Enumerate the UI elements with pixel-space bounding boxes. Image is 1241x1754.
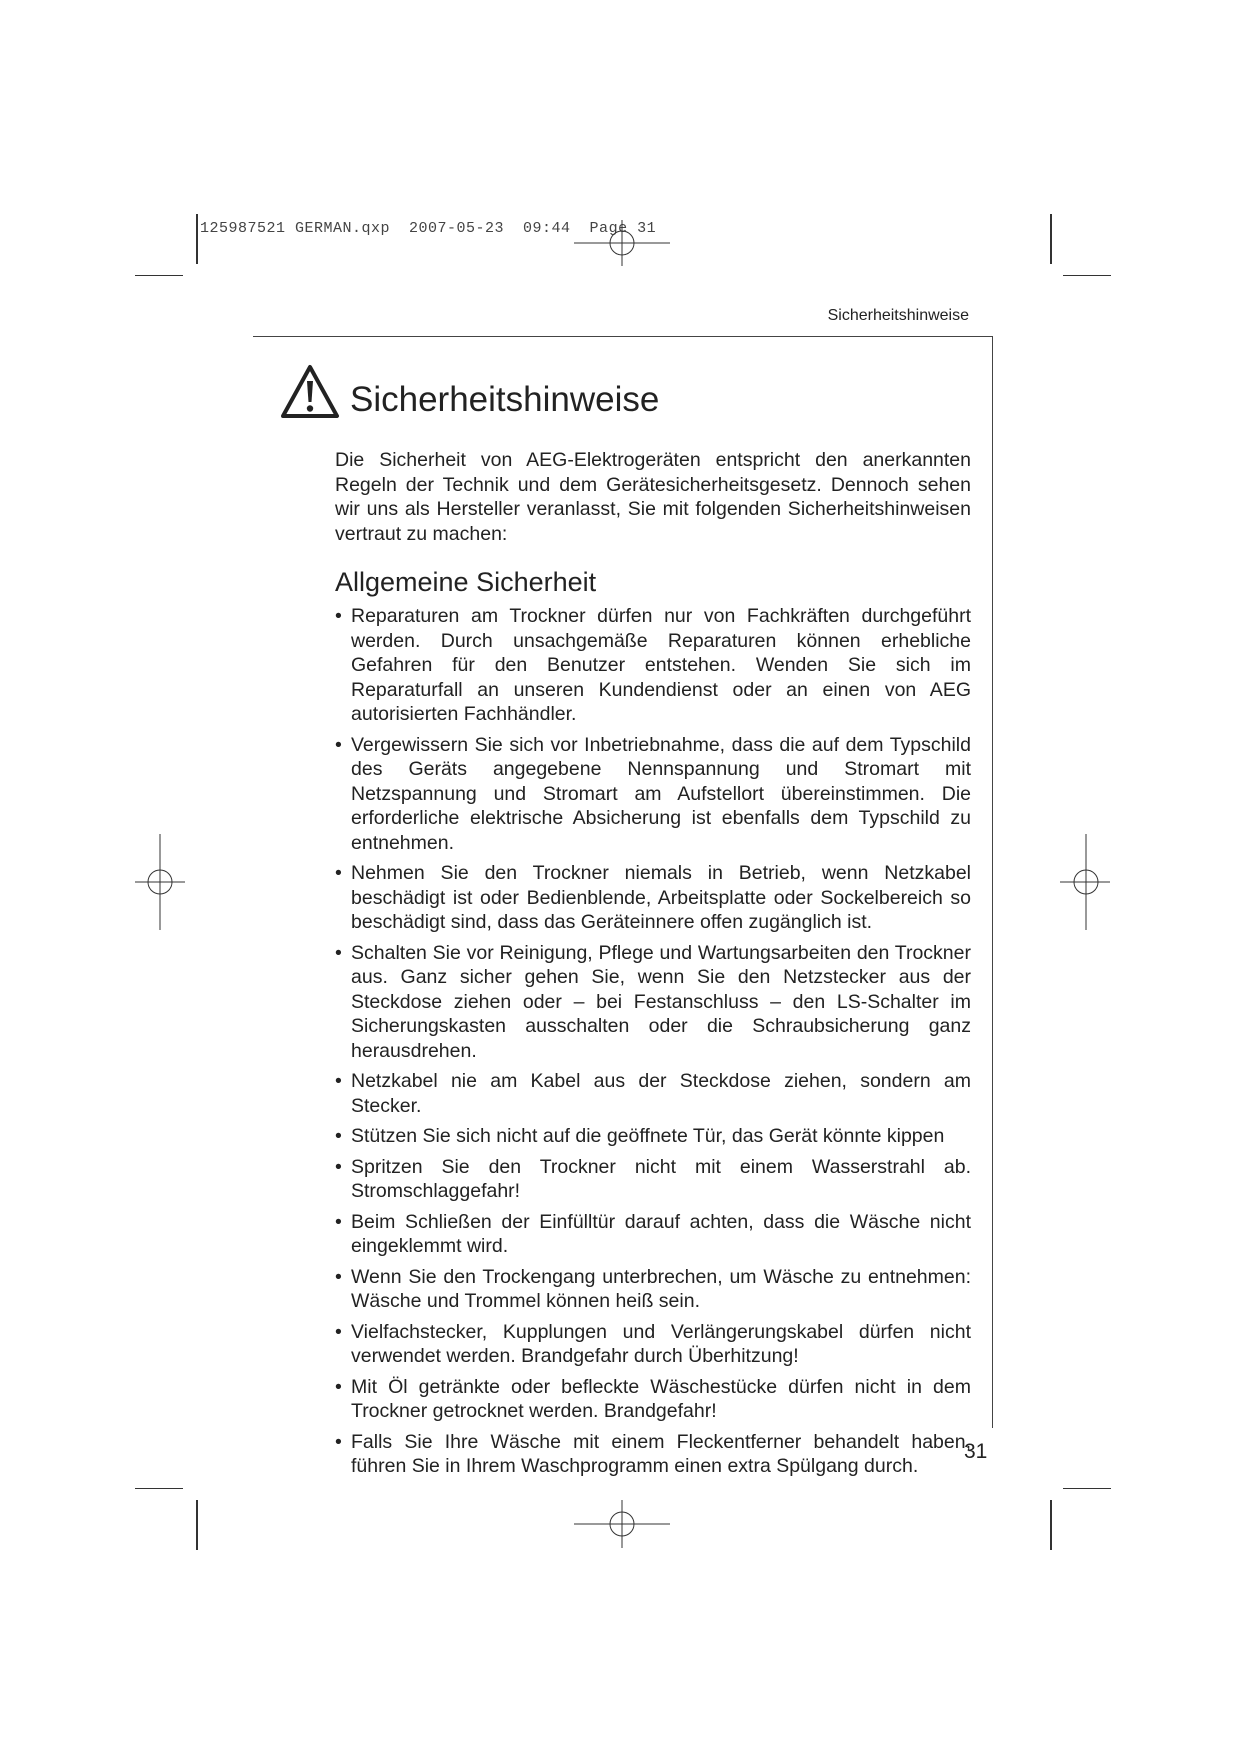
list-item xyxy=(335,1210,971,1259)
list-item-text: Wenn Sie den Trockengang unterbrechen, um Wäsche zu entnehmen: Wäsche und Trommel können heiß sein. xyxy=(351,1265,971,1312)
bullet: • xyxy=(335,1375,342,1398)
header-rule xyxy=(253,336,993,337)
list-item-text: Stützen Sie sich nicht auf die geöffnete Tür, das Gerät könnte kippen xyxy=(351,1125,945,1147)
list-item xyxy=(335,941,971,1064)
list-item-text: Falls Sie Ihre Wäsche mit einem Fleckentferner behandelt haben, führen Sie in Ihrem Waschprogramm einen extra Spülgang durch. xyxy=(351,1430,971,1477)
list-item-text: Beim Schließen der Einfülltür darauf achten, dass die Wäsche nicht eingeklemmt wird. xyxy=(351,1210,971,1257)
main-content xyxy=(335,448,971,1485)
list-item-text: Spritzen Sie den Trockner nicht mit einem Wasserstrahl ab. Stromschlaggefahr! xyxy=(351,1155,971,1202)
list-item xyxy=(335,1265,971,1314)
bullet: • xyxy=(335,1210,342,1233)
list-item xyxy=(335,1155,971,1204)
list-item-text: Nehmen Sie den Trockner niemals in Betrieb, wenn Netzkabel beschädigt ist oder Bedienblende, Arbeitsplatte oder Sockelbereich so beschädigt sind, dass das Geräteinnere offen zugänglich ist. xyxy=(351,862,971,933)
list-item xyxy=(335,733,971,856)
list-item-text: Netzkabel nie am Kabel aus der Steckdose ziehen, sondern am Stecker. xyxy=(351,1070,971,1117)
print-slug: 125987521 GERMAN.qxp 2007-05-23 09:44 Page 31 xyxy=(200,220,657,237)
side-rule xyxy=(992,336,993,1428)
safety-list xyxy=(335,604,971,1479)
list-item xyxy=(335,1375,971,1424)
intro-paragraph: Die Sicherheit von AEG-Elektrogeräten entspricht den anerkannten Regeln der Technik und dem Gerätesicherheitsgesetz. Dennoch sehen wir uns als Hersteller veranlasst, Sie mit folgenden Sicherheitshinweisen vertraut zu machen: xyxy=(335,449,971,545)
list-item-text: Schalten Sie vor Reinigung, Pflege und Wartungsarbeiten den Trockner aus. Ganz sicher gehen Sie, wenn Sie den Netzstecker aus der Steckdose ziehen oder – bei Festanschluss – den LS-Schalter im Sicherungskasten ausschalten oder die Schraubsicherung ganz herausdrehen. xyxy=(351,941,971,1062)
bullet: • xyxy=(335,1125,342,1147)
list-item xyxy=(335,1069,971,1118)
list-item-text: Mit Öl getränkte oder befleckte Wäschestücke dürfen nicht in dem Trockner getrocknet werden. Brandgefahr! xyxy=(351,1375,971,1422)
list-item xyxy=(335,1320,971,1369)
bullet: • xyxy=(335,1070,342,1092)
list-item-text: Vergewissern Sie sich vor Inbetriebnahme, dass die auf dem Typschild des Geräts angegebene Nennspannung und Stromart mit Netzspannung und Stromart am Aufstellort übereinstimmen. Die erforderliche elektrische Absicherung ist ebenfalls dem Typschild zu entnehmen. xyxy=(351,733,971,854)
section-heading: Allgemeine Sicherheit xyxy=(335,567,597,597)
page-title: Sicherheitshinweise xyxy=(350,380,660,419)
running-header: Sicherheitshinweise xyxy=(827,307,969,324)
list-item-text: Vielfachstecker, Kupplungen und Verlängerungskabel dürfen nicht verwendet werden. Brandgefahr durch Überhitzung! xyxy=(351,1320,971,1367)
list-item-text: Reparaturen am Trockner dürfen nur von Fachkräften durchgeführt werden. Durch unsachgemäße Reparaturen können erhebliche Gefahren für den Benutzer entstehen. Wenden Sie sich im Reparaturfall an unseren Kundendienst oder an einen von AEG autorisierten Fachhändler. xyxy=(351,605,971,725)
warning-triangle-icon xyxy=(280,364,340,420)
page-number: 31 xyxy=(964,1440,988,1463)
bullet: • xyxy=(335,733,342,756)
bullet: • xyxy=(335,1320,342,1343)
list-item xyxy=(335,1124,971,1149)
bullet: • xyxy=(335,605,342,627)
bullet: • xyxy=(335,862,342,884)
list-item xyxy=(335,861,971,935)
bullet: • xyxy=(335,1430,342,1453)
bullet: • xyxy=(335,941,342,964)
list-item xyxy=(335,1430,971,1479)
bullet: • xyxy=(335,1155,342,1178)
list-item xyxy=(335,604,971,727)
bullet: • xyxy=(335,1265,342,1288)
